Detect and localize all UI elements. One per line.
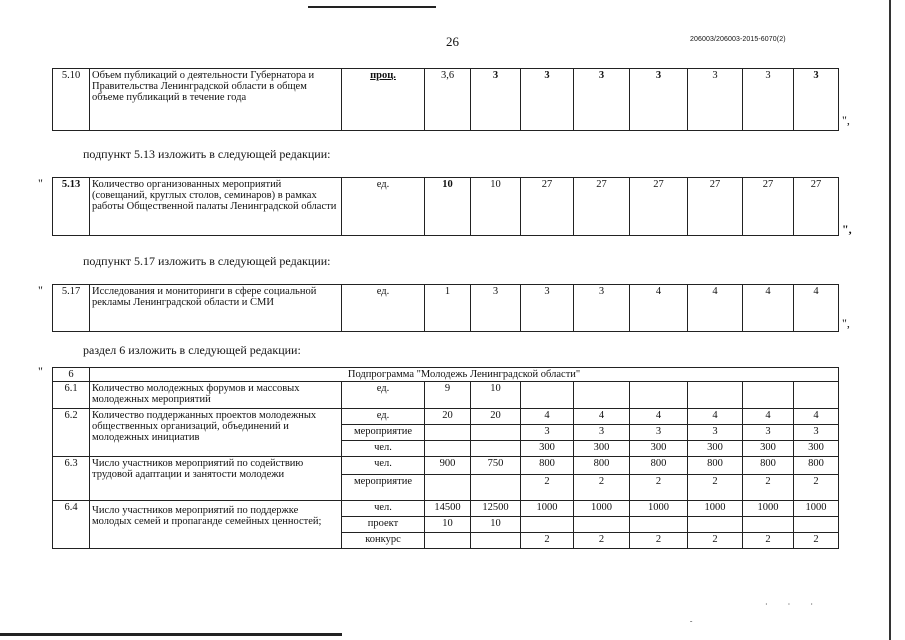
value-cell: 3 xyxy=(743,69,794,131)
value-cell: 2 xyxy=(794,475,839,501)
value-cell: 800 xyxy=(794,457,839,475)
value-cell: 3 xyxy=(521,425,574,441)
value-cell xyxy=(471,425,521,441)
value-cell: 2 xyxy=(574,475,630,501)
value-cell xyxy=(425,425,471,441)
value-cell xyxy=(574,382,630,409)
scan-speck: ˇ xyxy=(690,620,693,628)
value-cell xyxy=(574,517,630,533)
value-cell: 4 xyxy=(688,409,743,425)
table-row-5-10 xyxy=(52,68,839,131)
value-cell: 27 xyxy=(630,178,688,236)
indicator-name: Объем публикаций о деятельности Губернатора и Правительства Ленинградской области в общем объеме публикаций в течение года xyxy=(90,69,342,131)
value-cell: 2 xyxy=(574,533,630,549)
value-cell: 300 xyxy=(743,441,794,457)
value-cell: 3 xyxy=(574,425,630,441)
value-cell: 2 xyxy=(630,533,688,549)
closing-quote: ", xyxy=(842,113,850,127)
value-cell: 2 xyxy=(688,475,743,501)
row-number: 6.4 xyxy=(53,501,90,549)
value-cell: 800 xyxy=(743,457,794,475)
value-cell: 27 xyxy=(688,178,743,236)
unit: чел. xyxy=(342,501,425,517)
value-cell xyxy=(521,517,574,533)
value-cell: 4 xyxy=(743,285,794,332)
value-cell: 4 xyxy=(574,409,630,425)
value-cell: 800 xyxy=(574,457,630,475)
value-cell: 10 xyxy=(471,178,521,236)
instruction-paragraph: подпункт 5.17 изложить в следующей редакции: xyxy=(83,254,331,268)
value-cell xyxy=(794,517,839,533)
scan-line-bottom xyxy=(0,633,342,636)
value-cell: 2 xyxy=(521,475,574,501)
unit: проц. xyxy=(342,69,425,131)
instruction-paragraph: раздел 6 изложить в следующей редакции: xyxy=(83,343,301,357)
scan-specks: · · · xyxy=(765,600,822,609)
row-number: 5.13 xyxy=(53,178,90,236)
table-row-5-13 xyxy=(52,177,839,236)
value-cell: 1000 xyxy=(743,501,794,517)
section-6-table xyxy=(52,367,839,549)
value-cell: 4 xyxy=(630,409,688,425)
row-number: 6.2 xyxy=(53,409,90,457)
value-cell: 2 xyxy=(743,475,794,501)
value-cell: 20 xyxy=(471,409,521,425)
value-cell: 10 xyxy=(425,517,471,533)
value-cell: 3 xyxy=(521,69,574,131)
value-cell: 2 xyxy=(794,533,839,549)
value-cell: 800 xyxy=(521,457,574,475)
value-cell xyxy=(425,533,471,549)
unit: ед. xyxy=(342,382,425,409)
value-cell: 3 xyxy=(521,285,574,332)
value-cell: 4 xyxy=(521,409,574,425)
indicator-name: Количество поддержанных проектов молодежных общественных организаций, объединений и молодежных инициатив xyxy=(90,409,342,457)
value-cell xyxy=(743,382,794,409)
value-cell: 20 xyxy=(425,409,471,425)
row-number: 5.10 xyxy=(53,69,90,131)
unit: чел. xyxy=(342,457,425,475)
value-cell: 3 xyxy=(743,425,794,441)
value-cell xyxy=(743,517,794,533)
value-cell: 27 xyxy=(743,178,794,236)
page-number: 26 xyxy=(446,34,459,49)
value-cell xyxy=(471,533,521,549)
value-cell: 2 xyxy=(630,475,688,501)
value-cell: 9 xyxy=(425,382,471,409)
value-cell xyxy=(794,382,839,409)
value-cell: 14500 xyxy=(425,501,471,517)
value-cell: 27 xyxy=(574,178,630,236)
indicator-name: Количество организованных мероприятий (совещаний, круглых столов, семинаров) в рамках работы Общественной палаты Ленинградской области xyxy=(90,178,342,236)
scan-line-top xyxy=(308,6,436,8)
indicator-name: Число участников мероприятий по содействию трудовой адаптации и занятости молодежи xyxy=(90,457,342,501)
value-cell: 4 xyxy=(794,285,839,332)
value-cell: 27 xyxy=(794,178,839,236)
value-cell: 800 xyxy=(688,457,743,475)
unit: ед. xyxy=(342,178,425,236)
value-cell xyxy=(630,517,688,533)
value-cell: 1000 xyxy=(794,501,839,517)
value-cell: 300 xyxy=(688,441,743,457)
value-cell: 2 xyxy=(743,533,794,549)
value-cell: 10 xyxy=(471,517,521,533)
value-cell xyxy=(688,517,743,533)
value-cell: 2 xyxy=(688,533,743,549)
value-cell xyxy=(425,475,471,501)
value-cell: 3 xyxy=(574,69,630,131)
value-cell: 300 xyxy=(630,441,688,457)
subprogram-title: Подпрограмма "Молодежь Ленинградской области" xyxy=(90,368,839,382)
value-cell: 4 xyxy=(688,285,743,332)
unit: проект xyxy=(342,517,425,533)
value-cell: 900 xyxy=(425,457,471,475)
unit: ед. xyxy=(342,285,425,332)
value-cell: 2 xyxy=(521,533,574,549)
unit: мероприятие xyxy=(342,475,425,501)
value-cell: 10 xyxy=(425,178,471,236)
value-cell: 4 xyxy=(743,409,794,425)
closing-quote: ", xyxy=(842,222,852,236)
instruction-paragraph: подпункт 5.13 изложить в следующей редакции: xyxy=(83,147,331,161)
opening-quote: " xyxy=(38,364,43,378)
row-number: 6.3 xyxy=(53,457,90,501)
value-cell: 1000 xyxy=(630,501,688,517)
unit: мероприятие xyxy=(342,425,425,441)
unit: ед. xyxy=(342,409,425,425)
value-cell xyxy=(521,382,574,409)
value-cell: 3 xyxy=(471,69,521,131)
value-cell: 300 xyxy=(574,441,630,457)
value-cell: 4 xyxy=(794,409,839,425)
value-cell: 27 xyxy=(521,178,574,236)
value-cell: 3 xyxy=(688,69,743,131)
indicator-name: Исследования и мониторинги в сфере социальной рекламы Ленинградской области и СМИ xyxy=(90,285,342,332)
value-cell: 3 xyxy=(630,69,688,131)
value-cell xyxy=(425,441,471,457)
document-code: 206003/206003-2015-6070(2) xyxy=(690,36,786,43)
closing-quote: ", xyxy=(842,316,850,330)
section-number: 6 xyxy=(53,368,90,382)
value-cell: 3 xyxy=(574,285,630,332)
unit: чел. xyxy=(342,441,425,457)
unit: конкурс xyxy=(342,533,425,549)
value-cell: 3 xyxy=(794,425,839,441)
value-cell: 300 xyxy=(794,441,839,457)
value-cell: 3 xyxy=(630,425,688,441)
value-cell: 12500 xyxy=(471,501,521,517)
indicator-name: Количество молодежных форумов и массовых молодежных мероприятий xyxy=(90,382,342,409)
value-cell: 1000 xyxy=(574,501,630,517)
scan-border-right xyxy=(889,0,891,640)
value-cell: 10 xyxy=(471,382,521,409)
value-cell: 3 xyxy=(794,69,839,131)
value-cell xyxy=(471,475,521,501)
row-number: 5.17 xyxy=(53,285,90,332)
value-cell: 3,6 xyxy=(425,69,471,131)
value-cell: 750 xyxy=(471,457,521,475)
value-cell: 1 xyxy=(425,285,471,332)
indicator-name: Число участников мероприятий по поддержке молодых семей и пропаганде семейных ценностей; xyxy=(90,501,342,549)
value-cell: 1000 xyxy=(688,501,743,517)
value-cell: 800 xyxy=(630,457,688,475)
value-cell: 4 xyxy=(630,285,688,332)
table-row-5-17 xyxy=(52,284,839,332)
value-cell: 300 xyxy=(521,441,574,457)
row-number: 6.1 xyxy=(53,382,90,409)
value-cell xyxy=(630,382,688,409)
value-cell: 3 xyxy=(471,285,521,332)
opening-quote: " xyxy=(38,176,43,190)
value-cell: 3 xyxy=(688,425,743,441)
value-cell xyxy=(688,382,743,409)
opening-quote: " xyxy=(38,283,43,297)
value-cell: 1000 xyxy=(521,501,574,517)
value-cell xyxy=(471,441,521,457)
